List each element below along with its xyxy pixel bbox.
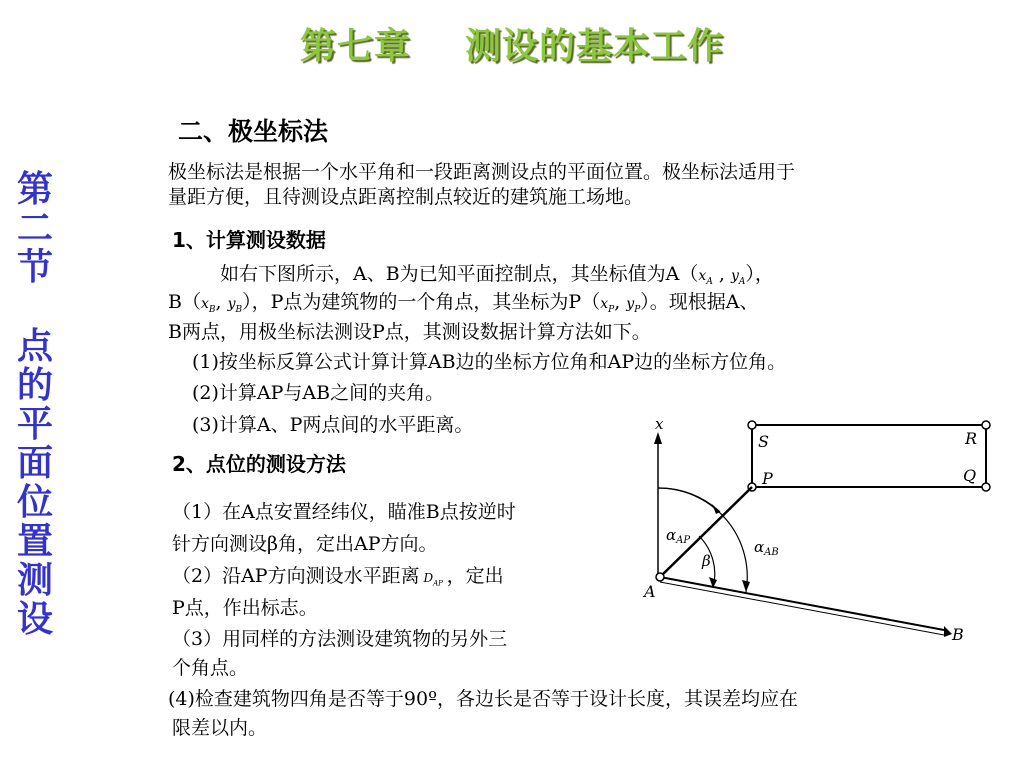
label-p: P [762,469,773,488]
side-char: 位 [16,482,53,523]
label-a: A [644,582,656,601]
method-2-line-2: P点，作出标志。 [172,597,318,619]
side-char: 置 [16,521,53,562]
intro-line-2: 量距方便，且待测设点距离控制点较近的建筑施工场地。 [168,186,644,208]
side-char: 面 [16,443,53,484]
side-char: 平 [16,404,53,445]
section-side-label [12,170,58,639]
method-3-line-2: 个角点。 [172,657,249,679]
arrow-b [944,626,952,637]
paragraph-text: ）， [745,263,774,285]
side-char: 二 [16,208,53,249]
line-ab [660,577,944,630]
line-ab-edge [660,582,944,635]
intro-line-1: 极坐标法是根据一个水平角和一段距离测设点的平面位置。极坐标法适用于 [168,161,796,183]
subheading-calc: 1、计算测设数据 [172,228,326,252]
method-4-line-2: 限差以内。 [172,717,268,739]
polar-coordinate-diagram [630,410,1000,650]
building-rect [752,425,986,487]
section-heading: 二、极坐标法 [178,117,329,146]
paragraph-text: 如右下图所示，A、B为已知平面控制点，其坐标值为A（ [220,263,699,285]
calc-step-1: (1)按坐标反算公式计算计算AB边的坐标方位角和AP边的坐标方位角。 [192,351,787,373]
label-beta: β [702,552,711,570]
label-alpha-ab: $\alpha_{AB}$ [754,538,779,558]
paragraph-line-2: $B(x_B$, $y_B$），P点为建筑物的一个角点，其坐标为$P(x_P$, $y_P$）。现根据A、 [168,291,759,315]
label-s: S [758,432,769,451]
corner-q [982,483,990,491]
slide-title: 第七章 测设的基本工作 [299,26,725,67]
paragraph-line-1: 如右下图所示，A、B为已知平面控制点，其坐标值为$A(x_A$ , $y_A$）， [220,263,774,287]
method-1-line-1: （1）在A点安置经纬仪，瞄准B点按逆时 [172,501,516,523]
paragraph-line-3: B两点，用极坐标法测设P点，其测设数据计算方法如下。 [168,321,651,343]
arc-alpha-ap [658,488,720,512]
side-char: 第 [16,169,53,210]
calc-step-3: (3)计算A、P两点间的水平距离。 [192,414,474,436]
subheading-method: 2、点位的测设方法 [172,452,346,476]
side-char: 节 [16,247,53,288]
paragraph-text: ），P点为建筑物的一个角点，其坐标为P（ [242,291,601,313]
side-char: 测 [16,560,53,601]
side-char: 的 [16,365,53,406]
label-alpha-ap: $\alpha_{AP}$ [666,526,691,546]
corner-s [748,421,756,429]
corner-r [982,421,990,429]
distance-dap: $D_{AP}$ [423,571,443,588]
method-1-line-2: 针方向测设β角，定出AP方向。 [172,533,438,555]
coord-yb: $y_B$ [227,296,243,315]
coord-ya: $y_A$ [730,268,746,287]
method-3-line-1: （3）用同样的方法测设建筑物的另外三 [172,628,508,650]
side-char: 点 [16,326,53,367]
paragraph-text: B（ [168,291,201,313]
x-axis-label: x [655,415,664,433]
method-2-line-1: （2）沿AP方向测设水平距离 $D_{AP}$ ，定出 [172,565,504,588]
point-a [656,573,664,581]
coord-xb: $x_B$ [200,296,216,315]
coord-xp: $x_P$ [600,296,615,315]
side-char: 设 [16,599,53,640]
coord-yp: $y_P$ [626,296,641,315]
label-r: R [965,429,978,448]
x-axis-arrow [654,432,662,444]
method-4-line-1: (4)检查建筑物四角是否等于90º，各边长是否等于设计长度，其误差均应在 [168,688,799,710]
paragraph-text: ）。现根据A、 [640,291,759,313]
label-b: B [952,625,964,644]
calc-step-2: (2)计算AP与AB之间的夹角。 [192,382,445,404]
coord-xa: $x_A$ [698,268,713,287]
label-q: Q [963,466,977,485]
